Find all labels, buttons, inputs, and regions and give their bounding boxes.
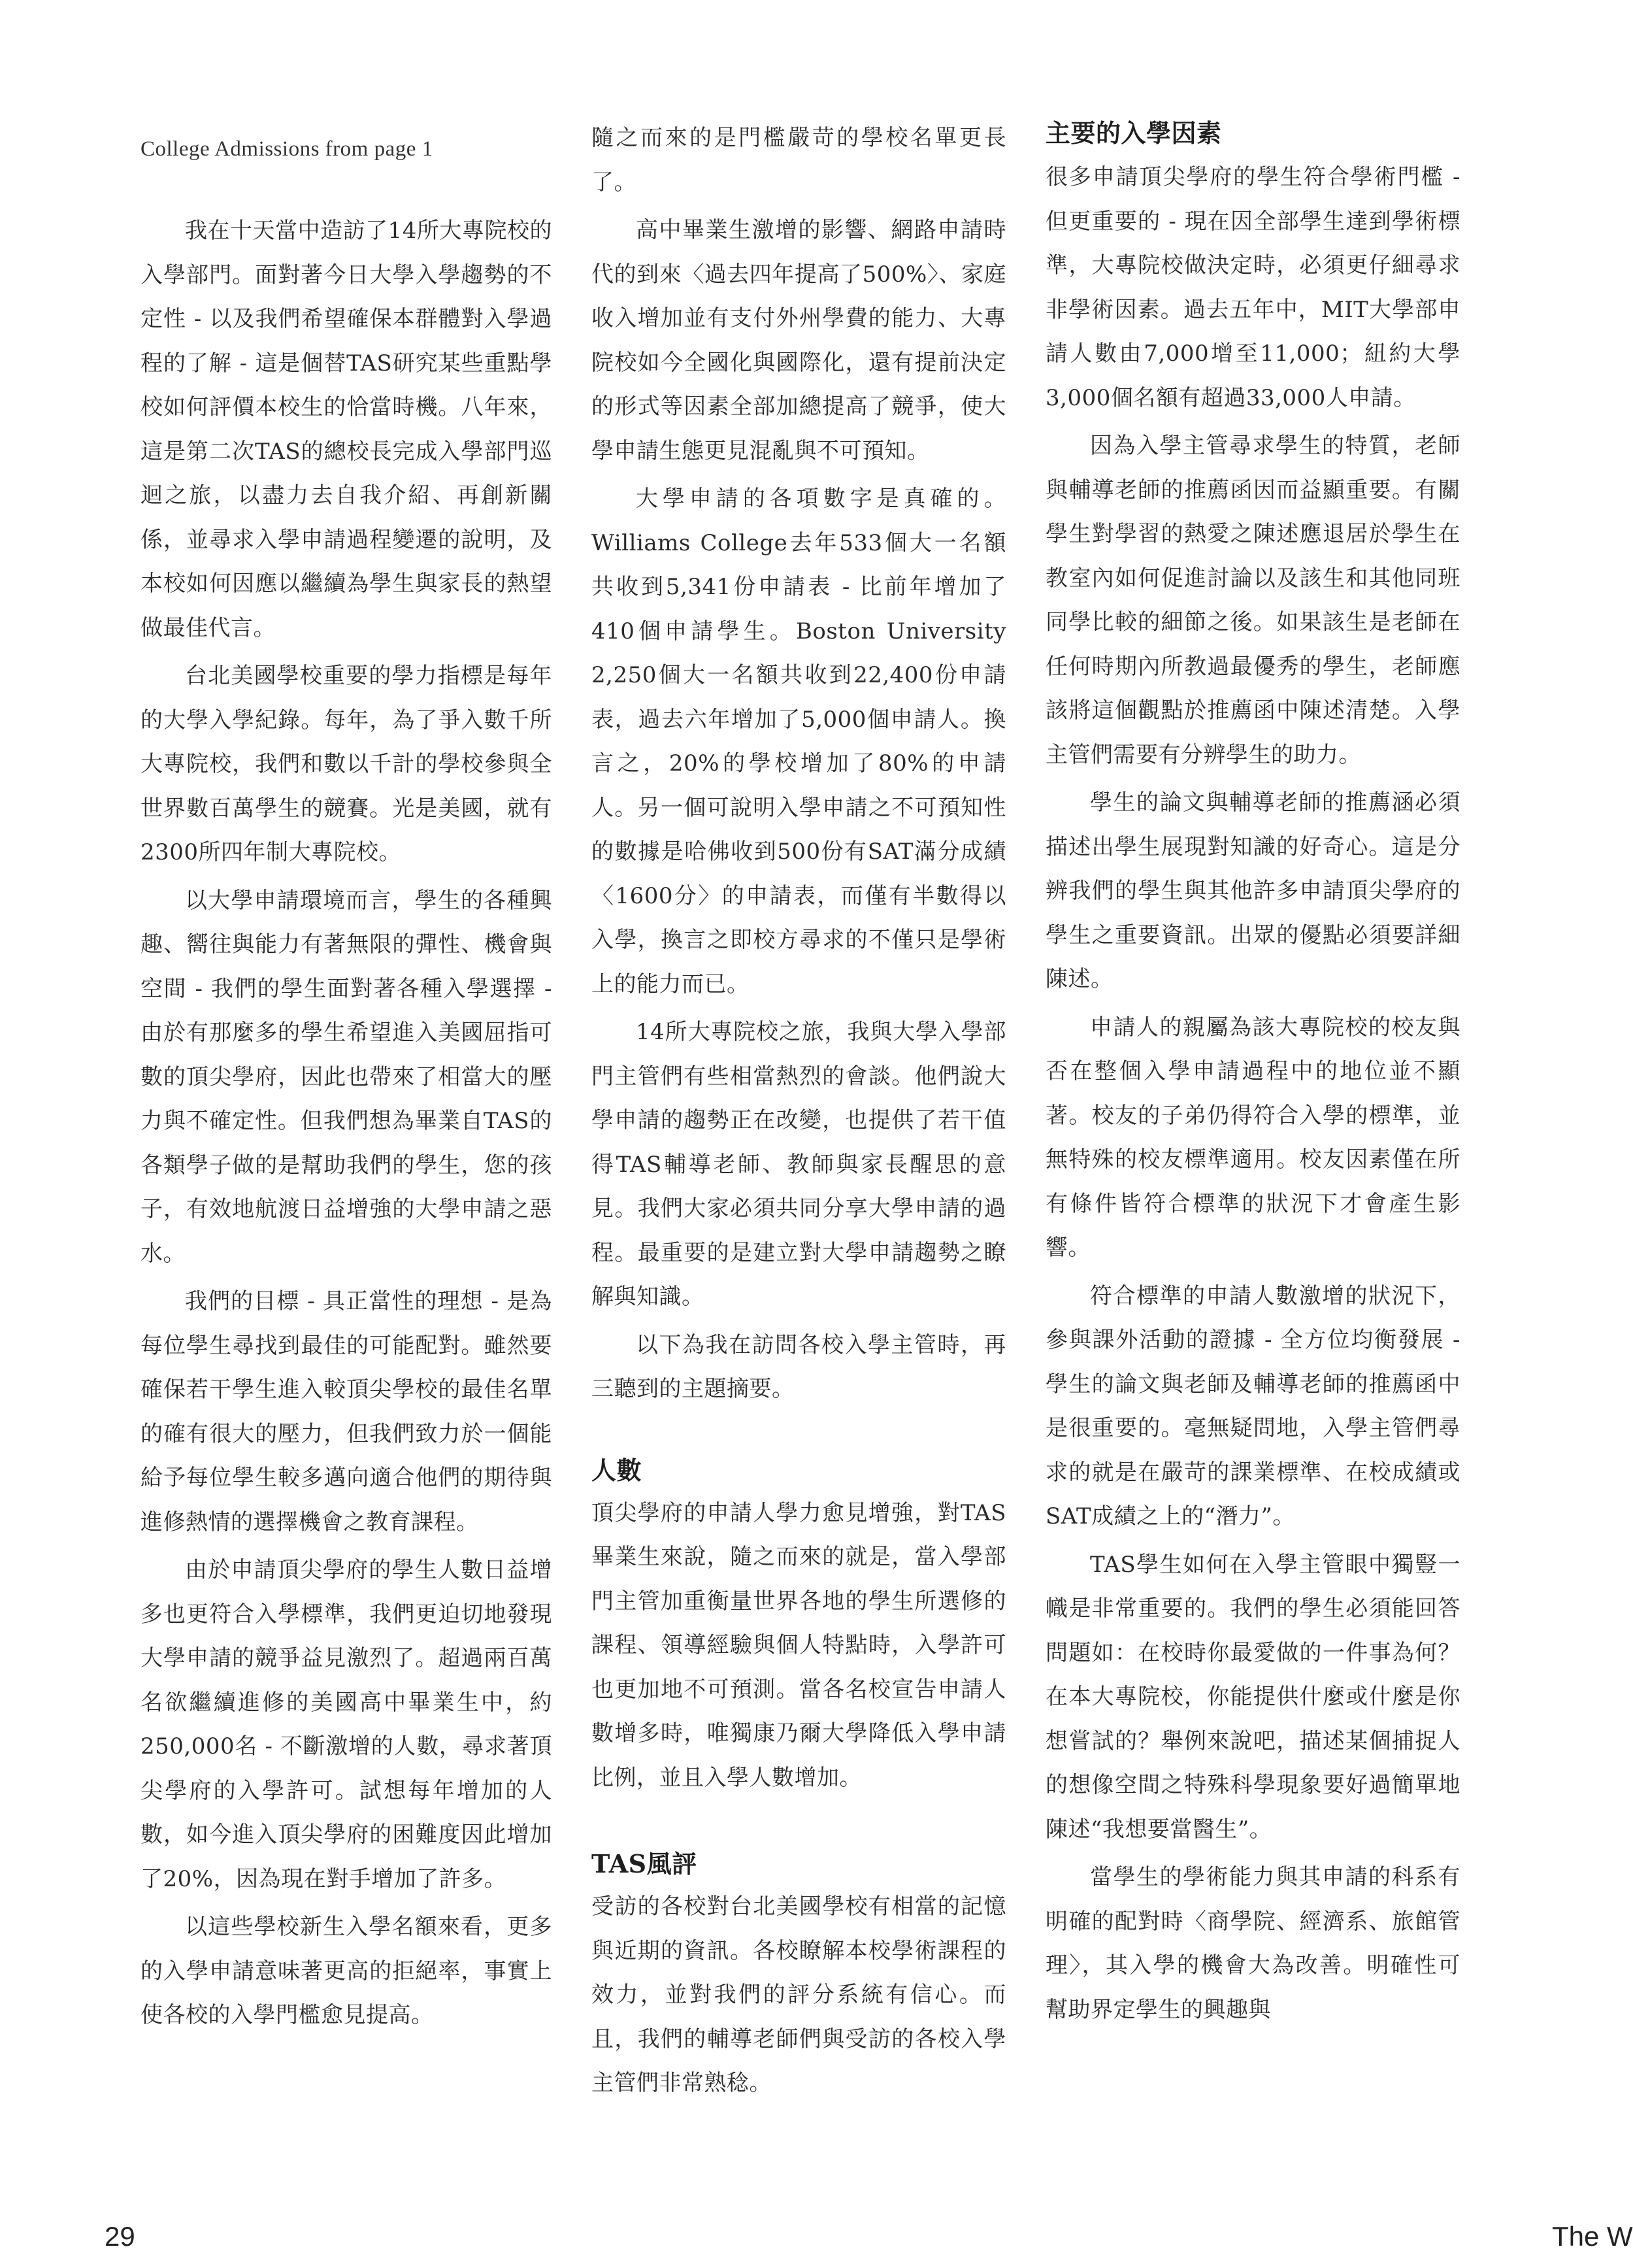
column-2 xyxy=(591,116,1006,2110)
body-paragraph: 我們的目標 - 具正當性的理想 - 是為每位學生尋找到最佳的可能配對。雖然要確保若干學生進入較頂尖學校的最佳名單的確有很大的壓力，但我們致力於一個能給予每位學生較多邁向適合他們的期待與進修熱情的選擇機會之教育課程。 xyxy=(140,1288,552,1535)
section-heading-reputation: TAS風評 xyxy=(591,1849,697,1878)
body-paragraph: 因為入學主管尋求學生的特質，老師與輔導老師的推薦函因而益顯重要。有關學生對學習的熱愛之陳述應退居於學生在教室內如何促進討論以及該生和其他同班同學比較的細節之後。如果該生是老師在任何時期內所教過最優秀的學生，老師應該將這個觀點於推薦函中陳述清楚。入學主管們需要有分辨學生的助力。 xyxy=(1046,433,1460,768)
column-1 xyxy=(140,122,552,2042)
body-paragraph: 我在十天當中造訪了14所大專院校的入學部門。面對著今日大學入學趨勢的不定性 - 以及我們希望確保本群體對入學過程的了解 - 這是個替TAS研究某些重點學校如何評價本校生的恰當時機。八年來，這是第二次TAS的總校長完成入學部門巡迴之旅，以盡力去自我介紹、再創新關係，並尋求入學申請過程變遷的說明，及本校如何因應以繼續為學生與家長的熱望做最佳代言。 xyxy=(140,218,552,641)
body-paragraph: 頂尖學府的申請人學力愈見增強，對TAS畢業生來說，隨之而來的就是，當入學部門主管加重衡量世界各地的學生所選修的課程、領導經驗與個人特點時，入學許可也更加地不可預測。當各名校宣告申請人數增多時，唯獨康乃爾大學降低入學申請比例，並且入學人數增加。 xyxy=(591,1499,1006,1791)
body-paragraph: 高中畢業生激增的影響、網路申請時代的到來〈過去四年提高了500%〉、家庭收入增加並有支付外州學費的能力、大專院校如今全國化與國際化，還有提前決定的形式等因素全部加總提高了競爭，使大學申請生態更見混亂與不可預知。 xyxy=(591,217,1006,464)
body-paragraph: 以這些學校新生入學名額來看，更多的入學申請意味著更高的拒絕率，事實上使各校的入學門檻愈見提高。 xyxy=(140,1914,552,2028)
body-paragraph: 由於申請頂尖學府的學生人數日益增多也更符合入學標準，我們更迫切地發現大學申請的競爭益見激烈了。超過兩百萬名欲繼續進修的美國高中畢業生中，約250,000名 - 不斷激增的人數，尋求著頂尖學府的入學許可。試想每年增加的人數，如今進入頂尖學府的困難度因此增加了20%，因為現在對手增加了許多。 xyxy=(140,1557,552,1892)
body-paragraph: 以下為我在訪問各校入學主管時，再三聽到的主題摘要。 xyxy=(591,1331,1006,1402)
section-heading-numbers: 人數 xyxy=(591,1455,642,1485)
body-paragraph: 當學生的學術能力與其申請的科系有明確的配對時〈商學院、經濟系、旅館管理〉，其入學的機會大為改善。明確性可幫助界定學生的興趣與 xyxy=(1046,1864,1460,2023)
body-paragraph: 隨之而來的是門檻嚴苛的學校名單更長了。 xyxy=(591,125,1006,195)
publication-name: The W xyxy=(1552,2221,1633,2252)
page-number: 29 xyxy=(105,2221,135,2252)
body-paragraph: 符合標準的申請人數激增的狀況下，參與課外活動的證據 - 全方位均衡發展 - 學生的論文與老師及輔導老師的推薦函中是很重要的。毫無疑問地，入學主管們尋求的就是在嚴苛的課業標準、在校成績或SAT成績之上的“潛力”。 xyxy=(1046,1282,1460,1529)
column-3 xyxy=(1046,115,1460,2036)
body-paragraph: 很多申請頂尖學府的學生符合學術門檻 - 但更重要的 - 現在因全部學生達到學術標準，大專院校做決定時，必須更仔細尋求非學術因素。過去五年中，MIT大學部申請人數由7,000增至11,000；紐約大學3,000個名額有超過33,000人申請。 xyxy=(1046,164,1460,411)
body-paragraph: TAS學生如何在入學主管眼中獨豎一幟是非常重要的。我們的學生必須能回答問題如：在校時你最愛做的一件事為何？在本大專院校，你能提供什麼或什麼是你想嘗試的？舉例來說吧，描述某個捕捉人的想像空間之特殊科學現象要好過簡單地陳述“我想要當醫生”。 xyxy=(1046,1551,1460,1843)
body-paragraph: 申請人的親屬為該大專院校的校友與否在整個入學申請過程中的地位並不顯著。校友的子弟仍得符合入學的標準，並無特殊的校友標準適用。校友因素僅在所有條件皆符合標準的狀況下才會產生影響。 xyxy=(1046,1014,1460,1261)
body-paragraph: 台北美國學校重要的學力指標是每年的大學入學紀錄。每年，為了爭入數千所大專院校，我們和數以千計的學校參與全世界數百萬學生的競賽。光是美國，就有2300所四年制大專院校。 xyxy=(140,663,552,865)
body-paragraph: 14所大專院校之旅，我與大學入學部門主管們有些相當熱烈的會談。他們說大學申請的趨勢正在改變，也提供了若干值得TAS輔導老師、教師與家長醒思的意見。我們大家必須共同分享大學申請的過程。最重要的是建立對大學申請趨勢之瞭解與知識。 xyxy=(591,1019,1006,1310)
body-paragraph: 學生的論文與輔導老師的推薦涵必須描述出學生展現對知識的好奇心。這是分辨我們的學生與其他許多申請頂尖學府的學生之重要資訊。出眾的優點必須要詳細陳述。 xyxy=(1046,790,1460,992)
continuation-kicker: College Admissions from page 1 xyxy=(140,137,433,161)
body-paragraph: 以大學申請環境而言，學生的各種興趣、嚮往與能力有著無限的彈性、機會與空間 - 我們的學生面對著各種入學選擇 - 由於有那麼多的學生希望進入美國屈指可數的頂尖學府，因此也帶來了相當大的壓力與不確定性。但我們想為畢業自TAS的各類學子做的是幫助我們的學生，您的孩子，有效地航渡日益增強的大學申請之惡水。 xyxy=(140,887,552,1267)
body-paragraph: 受訪的各校對台北美國學校有相當的記憶與近期的資訊。各校瞭解本校學術課程的效力，並對我們的評分系統有信心。而且，我們的輔導老師們與受訪的各校入學主管們非常熟稔。 xyxy=(591,1893,1006,2096)
body-paragraph: 大學申請的各項數字是真確的。Williams College去年533個大一名額共收到5,341份申請表 - 比前年增加了410個申請學生。Boston University 2,250個大一名額共收到22,400份申請表，過去六年增加了5,000個申請人。換言之，20%的學校增加了80%的申請人。另一個可說明入學申請之不可預知性的數據是哈佛收到500份有SAT滿分成績〈1600分〉的申請表，而僅有半數得以入學，換言之即校方尋求的不僅只是學術上的能力而已。 xyxy=(591,486,1006,997)
section-heading-admission-factors: 主要的入學因素 xyxy=(1046,118,1222,148)
